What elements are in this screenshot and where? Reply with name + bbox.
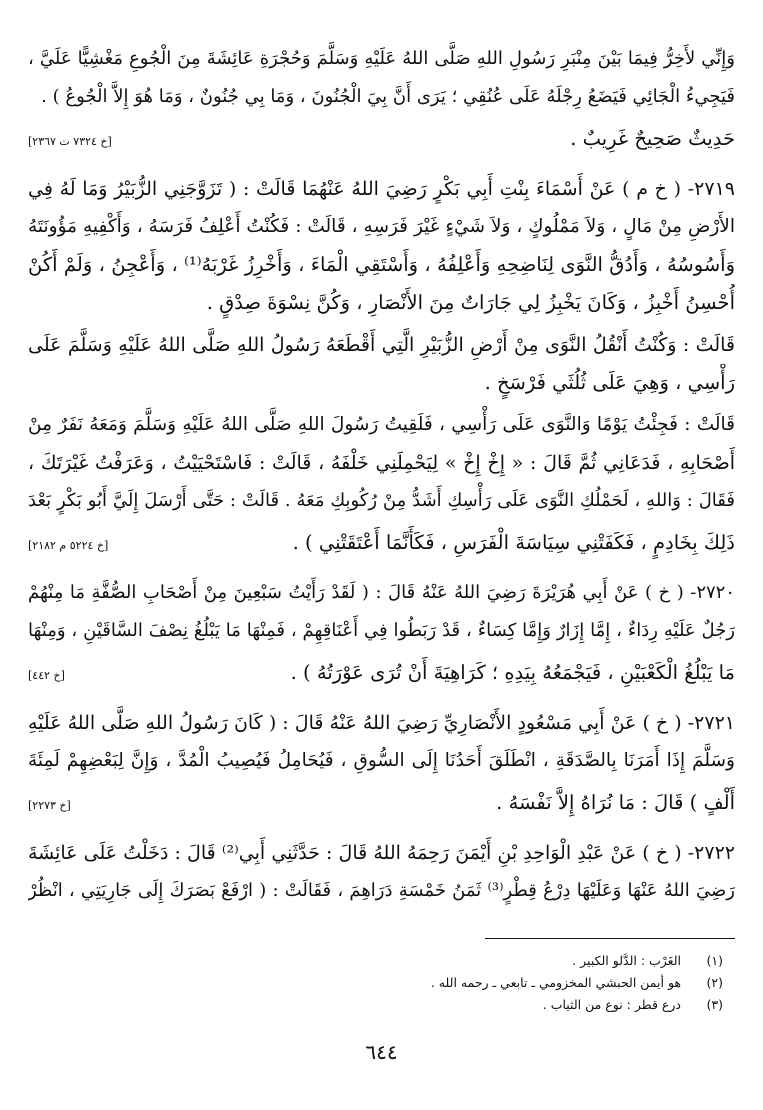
text-line: وَأَسُوسُهُ ، وَأَدُقُّ النَّوَى لِنَاضِحِهِ وَأَعْلِفُهُ ، وَأَسْتَقِي الْمَاءَ ، وَأَخْرِزُ غَرْبَهُ⁽¹⁾ ، وَأَعْجِنُ ، وَلَمْ أَكُنْ [28,253,735,276]
footnote-text: الغَرْب : الدَّلو الكبير . [572,953,681,968]
grading-text: حَدِيثٌ صَحِيحٌ غَرِيبٌ . [570,127,735,150]
grading-row [28,120,735,158]
text-line: قَالَتْ : وَكُنْتُ أَنْقُلُ النَّوَى مِنْ أَرْضِ الزُّبَيْرِ الَّتِي أَقْطَعَهُ رَسُولُ اللهِ صَلَّى اللهُ عَلَيْهِ وَسَلَّمَ عَلَى [28,334,735,356]
footnotes [203,950,723,1016]
text-line: رَضِيَ اللهُ عَنْهَا وَعَلَيْهَا دِرْعُ قِطْرٍ⁽³⁾ ثَمَنُ خَمْسَةِ دَرَاهِمَ ، فَقَالَتْ : ( ارْفَعْ بَصَرَكَ إِلَى جَارِيَتِي ، انْظُرْ [28,880,735,901]
text-line: ٢٧٢٠- ( خ ) عَنْ أَبِي هُرَيْرَةَ رَضِيَ اللهُ عَنْهُ قَالَ : ( لَقَدْ رَأَيْتُ سَبْعِينَ مِنْ أَصْحَابِ الصُّفَّةِ مَا مِنْهُمْ [28,582,735,603]
text-line: أَصْحَابِهِ ، فَدَعَانِي ثُمَّ قَالَ : « إِخْ إِخْ » لِيَحْمِلَنِي خَلْفَهُ ، قَالَتْ : فَاسْتَحْيَيْتُ ، وَعَرَفْتُ غَيْرَتَكَ ، [28,452,735,474]
text-line: وَسَلَّمَ إِذَا أَمَرَنَا بِالصَّدَقَةِ ، انْطَلَقَ أَحَدُنَا إِلَى السُّوقِ ، فَيُحَامِلُ فَيُصِيبُ الْمُدَّ ، وَإِنَّ لِبَعْضِهِمْ لَمِئَةَ [28,750,735,771]
text-line: فَيَجِيءُ الْجَائِي فَيَضَعُ رِجْلَهُ عَلَى عُنُقِي ؛ يَرَى أَنَّ بِيَ الْجُنُونَ ، وَمَا بِي جُنُونٌ ، وَمَا هُوَ إِلاَّ الْجُوعُ ) . [41,86,735,107]
text-line: ذَلِكَ بِخَادِمٍ ، فَكَفَتْنِي سِيَاسَةَ الْفَرَسِ ، فَكَأَنَّمَا أَعْتَقَتْنِي ) . [292,531,735,554]
hadith-2719-part3 [28,406,735,520]
text-line: رَأْسِي ، وَهِيَ عَلَى ثُلُثَي فَرْسَخٍ . [484,371,735,394]
text-line: ٢٧٢١- ( خ ) عَنْ أَبِي مَسْعُودٍ الأَنْصَارِيِّ رَضِيَ اللهُ عَنْهُ قَالَ : ( كَانَ رَسُولُ اللهِ صَلَّى اللهُ عَلَيْهِ [28,712,735,734]
hadith-2721 [28,704,735,780]
hadith-continuation [28,40,735,116]
hadith-2722 [28,834,735,910]
text-line: الأَرْضِ مِنْ مَالٍ ، وَلاَ مَمْلُوكٍ ، وَلاَ شَيْءٍ غَيْرَ فَرَسِهِ ، قَالَتْ : فَكُنْتُ أَعْلِفُ فَرَسَهُ ، وَأَكْفِيهِ مَؤُونَتَهُ [28,216,735,237]
source-reference: [خ ٥٢٢٤ م ٢١٨٢] [28,539,109,552]
hadith-2721-end [28,784,735,822]
footnote-number: (٣) [706,997,723,1012]
hadith-2719 [28,170,735,322]
text-line: رَجُلٌ عَلَيْهِ رِدَاءٌ ، إِمَّا إِزَارٌ وَإِمَّا كِسَاءٌ ، قَدْ رَبَطُوا فِي أَعْنَاقِهِمْ ، فَمِنْهَا مَا يَبْلُغُ نِصْفَ السَّاقَيْنِ ، وَمِنْهَا [28,620,735,641]
hadith-2720 [28,574,735,650]
text-line: ٢٧١٩- ( خ م ) عَنْ أَسْمَاءَ بِنْتِ أَبِي بَكْرٍ رَضِيَ اللهُ عَنْهُمَا قَالَتْ : ( تَزَوَّجَنِي الزُّبَيْرُ وَمَا لَهُ فِي [28,178,735,200]
text-line: فَقَالَ : وَاللهِ ، لَحَمْلُكِ النَّوَى عَلَى رَأْسِكِ أَشَدُّ مِنْ رُكُوبِكِ مَعَهُ . قَالَتْ : حَتَّى أَرْسَلَ إِلَيَّ أَبُو بَكْرٍ بَعْدَ [28,490,735,511]
footnote-number: (٢) [706,975,723,990]
footnote-text: هو أيمن الحبشي المخزومي ـ تابعي ـ رحمه الله . [430,975,681,990]
footnote-item [203,972,723,994]
text-line: أُحْسِنُ أَخْبِزُ ، وَكَانَ يَخْبِزُ لِي جَارَاتٌ مِنَ الأَنْصَارِ ، وَكُنَّ نِسْوَةَ صِدْقٍ . [206,291,735,314]
text-line: مَا يَبْلُغُ الْكَعْبَيْنِ ، فَيَجْمَعُهُ بِيَدِهِ ؛ كَرَاهِيَةَ أَنْ تُرَى عَوْرَتُهُ ) . [290,661,735,684]
source-reference: [خ ٢٢٧٣] [28,799,71,812]
footnote-divider [485,938,735,939]
source-reference: [خ ٤٤٢] [28,669,65,682]
page-body [28,40,735,1095]
hadith-2720-end [28,654,735,692]
footnote-item [203,950,723,972]
footnote-number: (١) [706,953,723,968]
source-reference: [خ ٧٣٢٤ ت ٢٣٦٧] [28,135,112,148]
text-line: قَالَتْ : فَجِئْتُ يَوْمًا وَالنَّوَى عَلَى رَأْسِي ، فَلَقِيتُ رَسُولَ اللهِ صَلَّى اللهُ عَلَيْهِ وَسَلَّمَ وَمَعَهُ نَفَرٌ مِنْ [28,414,735,435]
text-line: ٢٧٢٢- ( خ ) عَنْ عَبْدِ الْوَاحِدِ بْنِ أَيْمَنَ رَحِمَهُ اللهُ قَالَ : حَدَّثَنِي أَبِي⁽²⁾ قَالَ : دَخَلْتُ عَلَى عَائِشَةَ [28,842,735,864]
hadith-2719-part2 [28,326,735,402]
hadith-2719-end [28,524,735,562]
text-line: وَإِنِّي لأَخِرُّ فِيمَا بَيْنَ مِنْبَرِ رَسُولِ اللهِ صَلَّى اللهُ عَلَيْهِ وَسَلَّمَ وَحُجْرَةِ عَائِشَةَ مِنَ الْجُوعِ مَغْشِيًّا عَلَيَّ ، [28,48,735,69]
footnote-item [203,994,723,1016]
footnote-text: درع قطر : نوع من الثياب . [542,997,681,1012]
page-number: ٦٤٤ [365,1040,398,1064]
text-line: أَلْفٍ ) قَالَ : مَا نُرَاهُ إِلاَّ نَفْسَهُ . [496,791,735,814]
